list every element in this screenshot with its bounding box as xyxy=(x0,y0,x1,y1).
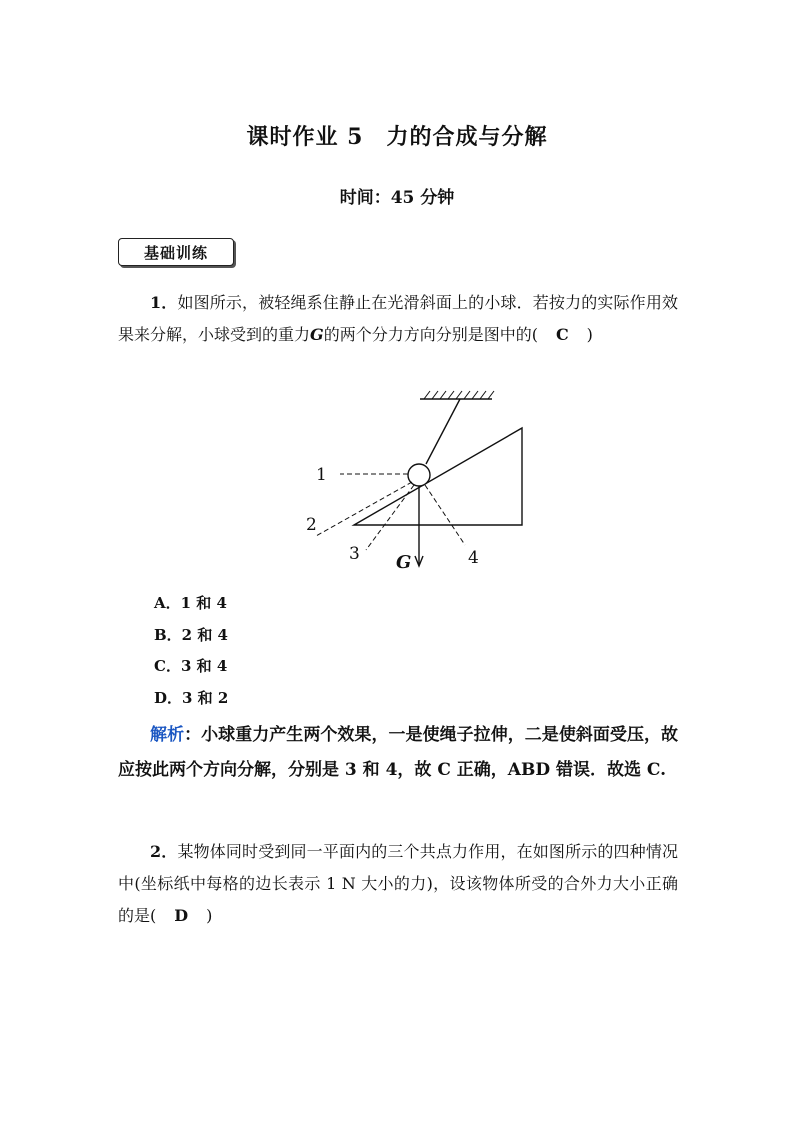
label-g: G xyxy=(396,552,412,573)
question-2-answer: D xyxy=(174,906,189,925)
label-4: 4 xyxy=(468,548,479,568)
page-title: 课时作业 5 力的合成与分解 xyxy=(246,124,548,150)
analysis-text: ：小球重力产生两个效果，一是使绳子拉伸，二是使斜面受压，故应按此两个方向分解，分别是 3 和 4，故 C 正确，ABD 错误．故选 C. xyxy=(118,725,679,780)
question-2 xyxy=(118,836,678,932)
direction-line-4 xyxy=(425,485,465,545)
rope xyxy=(426,399,460,464)
option-b: B．2 和 4 xyxy=(154,626,228,644)
question-2-text: 某物体同时受到同一平面内的三个共点力作用，在如图所示的四种情况中(坐标纸中每格的边长表示 1 N 大小的力)，设该物体所受的合外力大小正确的是( xyxy=(118,842,678,925)
label-1: 1 xyxy=(316,465,327,485)
option-c: C．3 和 4 xyxy=(154,657,228,675)
analysis-tag: 解析 xyxy=(150,725,185,745)
label-3: 3 xyxy=(349,544,360,564)
direction-line-2 xyxy=(316,482,412,536)
question-1-close: ) xyxy=(586,325,593,344)
label-2: 2 xyxy=(306,515,317,535)
question-1-text-part1: 如图所示，被轻绳系住静止在光滑斜面上的小球．若按力的实际作用效果来分解，小球受到的重力 xyxy=(118,293,678,344)
question-2-close: ) xyxy=(206,906,213,925)
option-a: A．1 和 4 xyxy=(154,594,227,612)
section-badge: 基础训练 xyxy=(118,238,234,266)
question-1-number: 1． xyxy=(150,293,178,312)
time-limit: 时间：45 分钟 xyxy=(339,188,455,208)
option-d: D．3 和 2 xyxy=(154,689,229,707)
question-1-symbol-g: G xyxy=(310,325,324,344)
question-1 xyxy=(118,287,678,351)
question-2-number: 2． xyxy=(150,842,178,861)
ceiling-hatching xyxy=(424,391,494,399)
incline-diagram xyxy=(300,385,540,575)
question-1-text-part2: 的两个分力方向分别是图中的( xyxy=(323,325,538,344)
question-1-answer: C xyxy=(555,325,569,344)
incline-ball-figure xyxy=(300,385,540,575)
analysis xyxy=(118,718,678,788)
